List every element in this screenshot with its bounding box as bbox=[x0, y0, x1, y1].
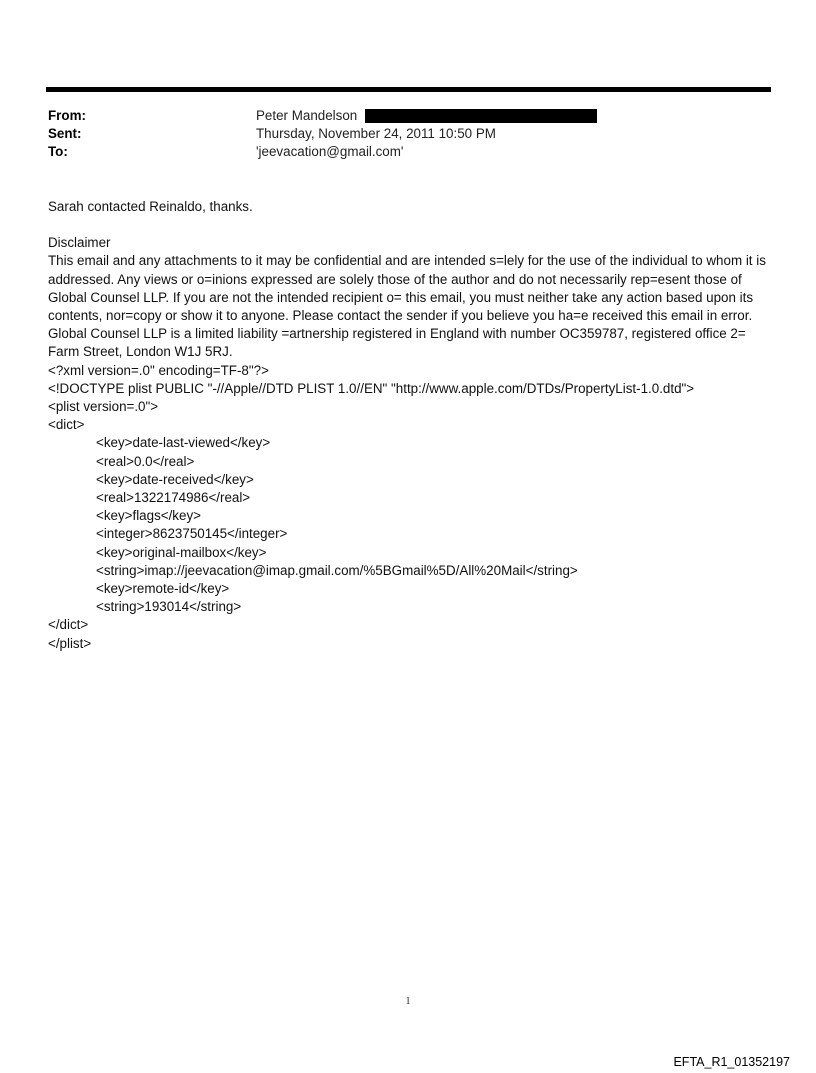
from-value: Peter Mandelson bbox=[256, 108, 358, 123]
email-header bbox=[48, 107, 768, 161]
from-row bbox=[48, 107, 768, 125]
plist-entry: <integer>8623750145</integer> bbox=[96, 526, 288, 542]
plist-entry: <key>remote-id</key> bbox=[96, 581, 230, 597]
redaction-bar bbox=[365, 109, 597, 123]
to-label: To: bbox=[48, 144, 68, 159]
xml-declaration: <?xml version=.0" encoding=TF-8"?> bbox=[48, 362, 269, 378]
plist-entry: <key>original-mailbox</key> bbox=[96, 544, 267, 560]
sent-value: Thursday, November 24, 2011 10:50 PM bbox=[256, 126, 496, 141]
plist-entry: <string>imap://jeevacation@imap.gmail.com/%5BGmail%5D/All%20Mail</string> bbox=[96, 562, 578, 578]
doctype-line: <!DOCTYPE plist PUBLIC "-//Apple//DTD PLIST 1.0//EN" "http://www.apple.com/DTDs/PropertyList-1.0.dtd"> bbox=[48, 380, 695, 396]
email-body bbox=[48, 198, 778, 653]
plist-entry: <key>flags</key> bbox=[96, 508, 201, 524]
dict-open-tag: <dict> bbox=[48, 417, 85, 433]
dict-close-tag: </dict> bbox=[48, 617, 89, 633]
disclaimer-title: Disclaimer bbox=[48, 235, 111, 251]
plist-open-tag: <plist version=.0"> bbox=[48, 399, 159, 415]
sent-row bbox=[48, 125, 768, 143]
sent-label: Sent: bbox=[48, 126, 82, 141]
header-rule bbox=[46, 87, 771, 92]
disclaimer-text: This email and any attachments to it may be confidential and are intended s=lely for the use of the individual to whom it is addressed. Any views or o=inions expressed are solely those of the author and do not necessarily rep=esent those of Global Counsel LLP. If you are not the intended recipient o= this email, you must neither take any action based upon its contents, nor=copy or show it to anyone. Please contact the sender if you believe you ha=e received this email in error. Global Counsel LLP is a limited liability =artnership registered in England with number OC359787, registered office 2= Farm Street, London W1J 5RJ. bbox=[48, 253, 766, 360]
plist-entry: <key>date-received</key> bbox=[96, 471, 254, 487]
bates-number: EFTA_R1_01352197 bbox=[673, 1055, 790, 1069]
greeting-text: Sarah contacted Reinaldo, thanks. bbox=[48, 199, 253, 214]
page-number: 1 bbox=[405, 996, 411, 1007]
to-row bbox=[48, 143, 768, 161]
from-value-wrap bbox=[256, 107, 597, 125]
plist-entry: <real>0.0</real> bbox=[96, 453, 195, 469]
plist-entry: <string>193014</string> bbox=[96, 599, 242, 615]
plist-close-tag: </plist> bbox=[48, 635, 92, 651]
plist-entry: <key>date-last-viewed</key> bbox=[96, 435, 271, 451]
plist-entry: <real>1322174986</real> bbox=[96, 490, 251, 506]
to-value: 'jeevacation@gmail.com' bbox=[256, 144, 404, 159]
from-label: From: bbox=[48, 108, 86, 123]
